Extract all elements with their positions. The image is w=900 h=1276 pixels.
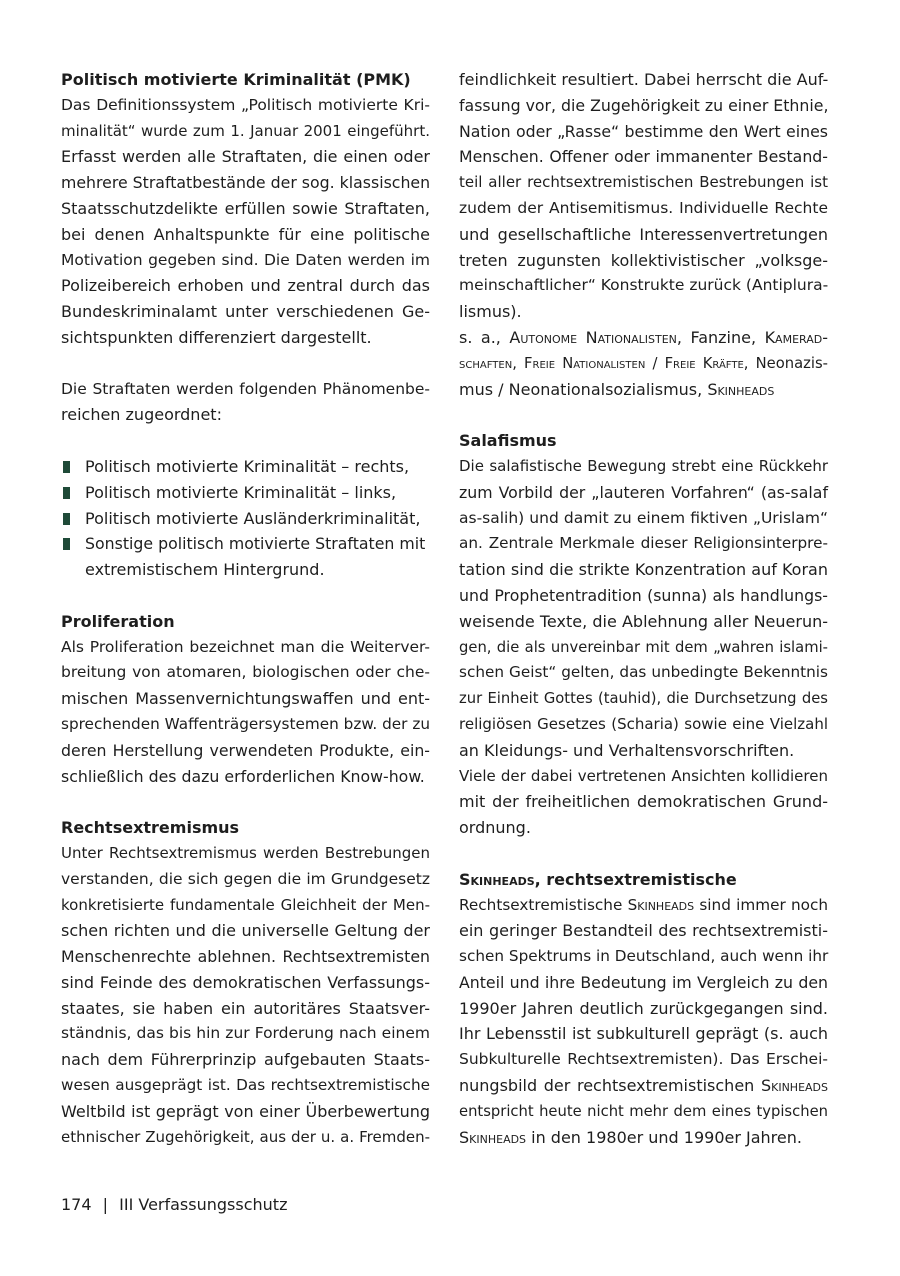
paragraph-line: Nation oder „Rasse“ bestimme den Wert eines (459, 121, 828, 141)
paragraph-line: teil aller rechtsextremistischen Bestrebungen ist (459, 173, 828, 192)
paragraph-line: mit der freiheitlichen demokratischen Grund- (459, 792, 828, 812)
paragraph-line: wesen ausgeprägt ist. Das rechtsextremistische (61, 1076, 430, 1095)
paragraph-line: Bundeskriminalamt unter verschiedenen Ge- (61, 302, 430, 322)
paragraph-line: religiösen Gesetzes (Scharia) sowie eine Vielzahl (459, 714, 828, 733)
paragraph-line: Subkulturelle Rechtsextremisten). Das Erschei- (459, 1050, 828, 1069)
bullet-item-continuation: extremistischem Hintergrund. (85, 560, 325, 580)
paragraph-line: Rechtsextremistische Skinheads sind immer noch (459, 895, 828, 914)
paragraph-line: Polizeibereich erhoben und zentral durch das (61, 276, 430, 296)
paragraph-line: und gesellschaftliche Interessenvertretungen (459, 224, 828, 244)
footer-separator: | (102, 1195, 109, 1214)
paragraph-line: Als Proliferation bezeichnet man die Weiterver- (61, 637, 430, 656)
paragraph-line: schen Geist“ gelten, das unbedingte Bekenntnis (459, 663, 828, 682)
paragraph-line: as-salih) und damit zu einem fiktiven „Urislam“ (459, 508, 828, 527)
paragraph-line: treten zugunsten kollektivistischer „volksge- (459, 250, 828, 270)
section-heading-pmk: Politisch motivierte Kriminalität (PMK) (61, 70, 411, 89)
section-heading-proliferation: Proliferation (61, 611, 175, 631)
paragraph-line: zum Vorbild der „lauteren Vorfahren“ (as-salaf (459, 482, 828, 502)
paragraph-line: Motivation gegeben sind. Die Daten werden im (61, 250, 430, 269)
bullet-item: Politisch motivierte Kriminalität – links, (61, 480, 430, 506)
left-column (61, 67, 430, 1150)
paragraph-line: schen Spektrums in Deutschland, auch wenn ihr (459, 947, 829, 966)
paragraph-line: gen, die als unvereinbar mit dem „wahren islami- (459, 638, 828, 656)
paragraph-line: zur Einheit Gottes (tauhid), die Durchsetzung des (459, 690, 828, 708)
paragraph-line: 1990er Jahren deutlich zurückgegangen sind. (459, 998, 828, 1018)
paragraph-line: Weltbild ist geprägt von einer Überbewertung (61, 1101, 430, 1121)
paragraph-line: verstanden, die sich gegen die im Grundgesetz (61, 869, 430, 888)
paragraph-line: Skinheads in den 1980er und 1990er Jahren. (459, 1127, 802, 1147)
paragraph-line: sind Feinde des demokratischen Verfassungs- (61, 972, 430, 992)
footer-section-title: III Verfassungsschutz (119, 1195, 288, 1214)
see-also-line: schaften, Freie Nationalisten / Freie Kräfte, Neonazis- (459, 354, 828, 372)
paragraph-line: minalität“ wurde zum 1. Januar 2001 eingeführt. (61, 121, 430, 140)
paragraph-line: Unter Rechtsextremismus werden Bestrebungen (61, 843, 430, 862)
see-also-line: mus / Neonationalsozialismus, Skinheads (459, 379, 775, 399)
page-number: 174 (61, 1195, 92, 1214)
paragraph-line: zudem der Antisemitismus. Individuelle Rechte (459, 198, 828, 217)
paragraph-line: entspricht heute nicht mehr dem eines typischen (459, 1102, 828, 1120)
paragraph-line: und Prophetentradition (sunna) als handlungs- (459, 585, 828, 605)
bullet-item: Politisch motivierte Ausländerkriminalität, (61, 506, 430, 532)
paragraph-line: ein geringer Bestandteil des rechtsextremisti- (459, 921, 828, 941)
see-also-line: s. a., Autonome Nationalisten, Fanzine, Kamerad- (459, 327, 828, 347)
paragraph-line: nach dem Führerprinzip aufgebauten Staats- (61, 1050, 430, 1070)
paragraph-line: reichen zugeordnet: (61, 405, 222, 425)
paragraph-line: breitung von atomaren, biologischen oder che- (61, 663, 430, 682)
bullet-square-icon (63, 513, 70, 525)
paragraph-line: meinschaftlicher“ Konstrukte zurück (Antiplura- (459, 276, 829, 295)
paragraph-line: bei denen Anhaltspunkte für eine politische (61, 224, 430, 244)
paragraph-line: konkretisierte fundamentale Gleichheit der Men- (61, 895, 430, 914)
paragraph-line: sichtspunkten differenziert dargestellt. (61, 327, 372, 347)
bullet-square-icon (63, 487, 70, 499)
paragraph-line: feindlichkeit resultiert. Dabei herrscht die Auf- (459, 70, 829, 89)
paragraph-line: deren Herstellung verwendeten Produkte, ein- (61, 740, 430, 760)
paragraph-line: schließlich des dazu erforderlichen Know-how. (61, 766, 425, 786)
paragraph-line: an. Zentrale Merkmale dieser Religionsinterpre- (459, 534, 828, 553)
paragraph-line: staates, sie haben ein autoritäres Staatsver- (61, 998, 430, 1018)
paragraph-line: Ihr Lebensstil ist subkulturell geprägt (s. auch (459, 1024, 828, 1044)
paragraph-line: fassung vor, die Zugehörigkeit zu einer Ethnie, (459, 95, 829, 115)
paragraph-line: Viele der dabei vertretenen Ansichten kollidieren (459, 766, 828, 785)
paragraph-line: nungsbild der rechtsextremistischen Skinheads (459, 1076, 828, 1096)
section-heading-skinheads: Skinheads, rechtsextremistische (459, 869, 737, 889)
section-heading-salafismus: Salafismus (459, 431, 557, 451)
paragraph-line: sprechenden Waffenträgersystemen bzw. der zu (61, 714, 430, 733)
paragraph-line: weisende Texte, die Ablehnung aller Neuerun- (459, 611, 828, 631)
bullet-item: Sonstige politisch motivierte Straftaten mit (61, 531, 430, 557)
bullet-square-icon (63, 461, 70, 473)
paragraph-line: Das Definitionssystem „Politisch motivierte Kri- (61, 95, 430, 114)
paragraph-line: ständnis, das bis hin zur Forderung nach einem (61, 1024, 430, 1043)
paragraph-line: Menschen. Offener oder immanenter Bestand- (459, 147, 828, 167)
paragraph-line: Die salafistische Bewegung strebt eine Rückkehr (459, 456, 828, 475)
paragraph-line: schen richten und die universelle Geltung der (61, 921, 430, 941)
paragraph-line: tation sind die strikte Konzentration auf Koran (459, 560, 828, 580)
page-footer (61, 1192, 287, 1218)
bullet-item: Politisch motivierte Kriminalität – rechts, (61, 454, 430, 480)
paragraph-line: Anteil und ihre Bedeutung im Vergleich zu den (459, 972, 828, 992)
paragraph-line: ordnung. (459, 818, 531, 838)
paragraph-line: lismus). (459, 302, 522, 322)
paragraph-line: Staatsschutzdelikte erfüllen sowie Straftaten, (61, 198, 430, 218)
paragraph-line: Die Straftaten werden folgenden Phänomenbe- (61, 379, 430, 398)
paragraph-line: an Kleidungs- und Verhaltensvorschriften. (459, 740, 795, 760)
section-heading-rechtsextremismus: Rechtsextremismus (61, 818, 240, 838)
paragraph-line: mehrere Straftatbestände der sog. klassischen (61, 173, 431, 193)
paragraph-line: ethnischer Zugehörigkeit, aus der u. a. Fremden- (61, 1127, 430, 1146)
paragraph-line: mischen Massenvernichtungswaffen und ent- (61, 689, 430, 709)
right-column (459, 67, 828, 1150)
paragraph-line: Menschenrechte ablehnen. Rechtsextremisten (61, 947, 430, 967)
paragraph-line: Erfasst werden alle Straftaten, die einen oder (61, 147, 430, 167)
bullet-square-icon (63, 538, 70, 550)
